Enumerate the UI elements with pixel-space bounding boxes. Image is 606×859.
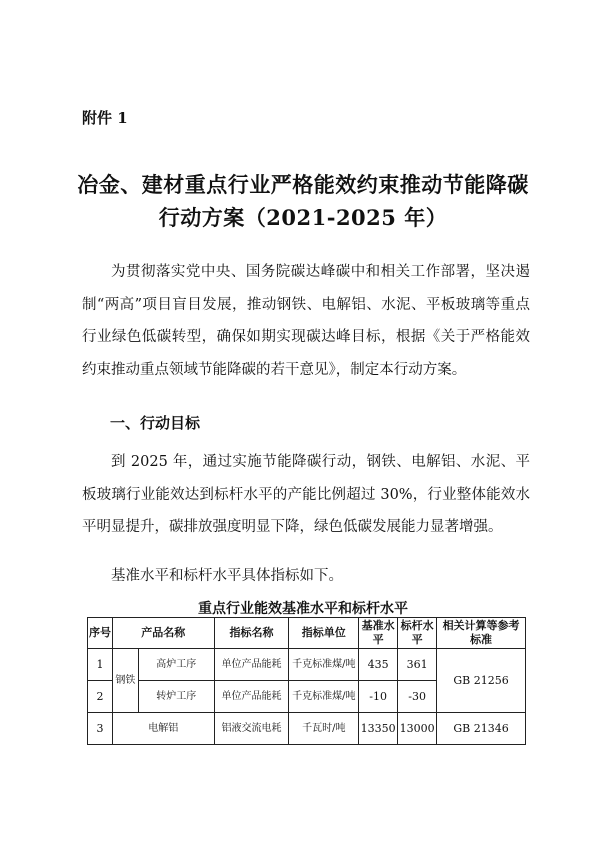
cell-baseline: 13350 xyxy=(359,713,398,745)
cell-benchmark: 361 xyxy=(398,649,437,681)
table-row xyxy=(88,713,526,745)
cell-benchmark: -30 xyxy=(398,681,437,713)
table-title: 重点行业能效基准水平和标杆水平 xyxy=(198,601,408,617)
cell-seq: 3 xyxy=(88,713,113,745)
header-indicator: 指标名称 xyxy=(214,618,289,649)
cell-unit: 千瓦时/吨 xyxy=(289,713,359,745)
document-title-line2: 行动方案（2021-2025 年） xyxy=(158,205,448,230)
document-title-line1: 冶金、建材重点行业严格能效约束推动节能降碳 xyxy=(77,172,529,197)
cell-product: 电解铝 xyxy=(112,713,214,745)
cell-group-steel: 钢铁 xyxy=(112,649,138,713)
section1-heading: 一、行动目标 xyxy=(110,414,201,432)
cell-indicator: 铝液交流电耗 xyxy=(214,713,289,745)
table-row xyxy=(88,649,526,681)
cell-product: 高炉工序 xyxy=(138,649,214,681)
indicator-table xyxy=(87,617,526,745)
header-seq: 序号 xyxy=(88,618,113,649)
cell-standard-steel: GB 21256 xyxy=(437,649,526,713)
header-standard: 相关计算等参考标准 xyxy=(437,618,526,649)
cell-indicator: 单位产品能耗 xyxy=(214,681,289,713)
cell-standard: GB 21346 xyxy=(437,713,526,745)
cell-indicator: 单位产品能耗 xyxy=(214,649,289,681)
cell-unit: 千克标准煤/吨 xyxy=(289,649,359,681)
cell-product: 转炉工序 xyxy=(138,681,214,713)
cell-unit: 千克标准煤/吨 xyxy=(289,681,359,713)
header-benchmark: 标杆水平 xyxy=(398,618,437,649)
cell-benchmark: 13000 xyxy=(398,713,437,745)
intro-paragraph: 为贯彻落实党中央、国务院碳达峰碳中和相关工作部署，坚决遏制“两高”项目盲目发展，推动钢铁、电解铝、水泥、平板玻璃等重点行业绿色低碳转型，确保如期实现碳达峰目标，根据《关于严格能效约束推动重点领域节能降碳的若干意见》，制定本行动方案。 xyxy=(82,264,530,378)
cell-baseline: 435 xyxy=(359,649,398,681)
header-unit: 指标单位 xyxy=(289,618,359,649)
indicator-intro: 基准水平和标杆水平具体指标如下。 xyxy=(111,568,343,584)
table-header-row xyxy=(88,618,526,649)
goal-paragraph: 到 2025 年，通过实施节能降碳行动，钢铁、电解铝、水泥、平板玻璃行业能效达到标杆水平的产能比例超过 30%，行业整体能效水平明显提升，碳排放强度明显下降，绿色低碳发展能力显著增强。 xyxy=(82,454,530,535)
header-baseline: 基准水平 xyxy=(359,618,398,649)
cell-seq: 1 xyxy=(88,649,113,681)
attachment-label: 附件 1 xyxy=(82,109,128,127)
cell-seq: 2 xyxy=(88,681,113,713)
header-product: 产品名称 xyxy=(112,618,214,649)
cell-baseline: -10 xyxy=(359,681,398,713)
